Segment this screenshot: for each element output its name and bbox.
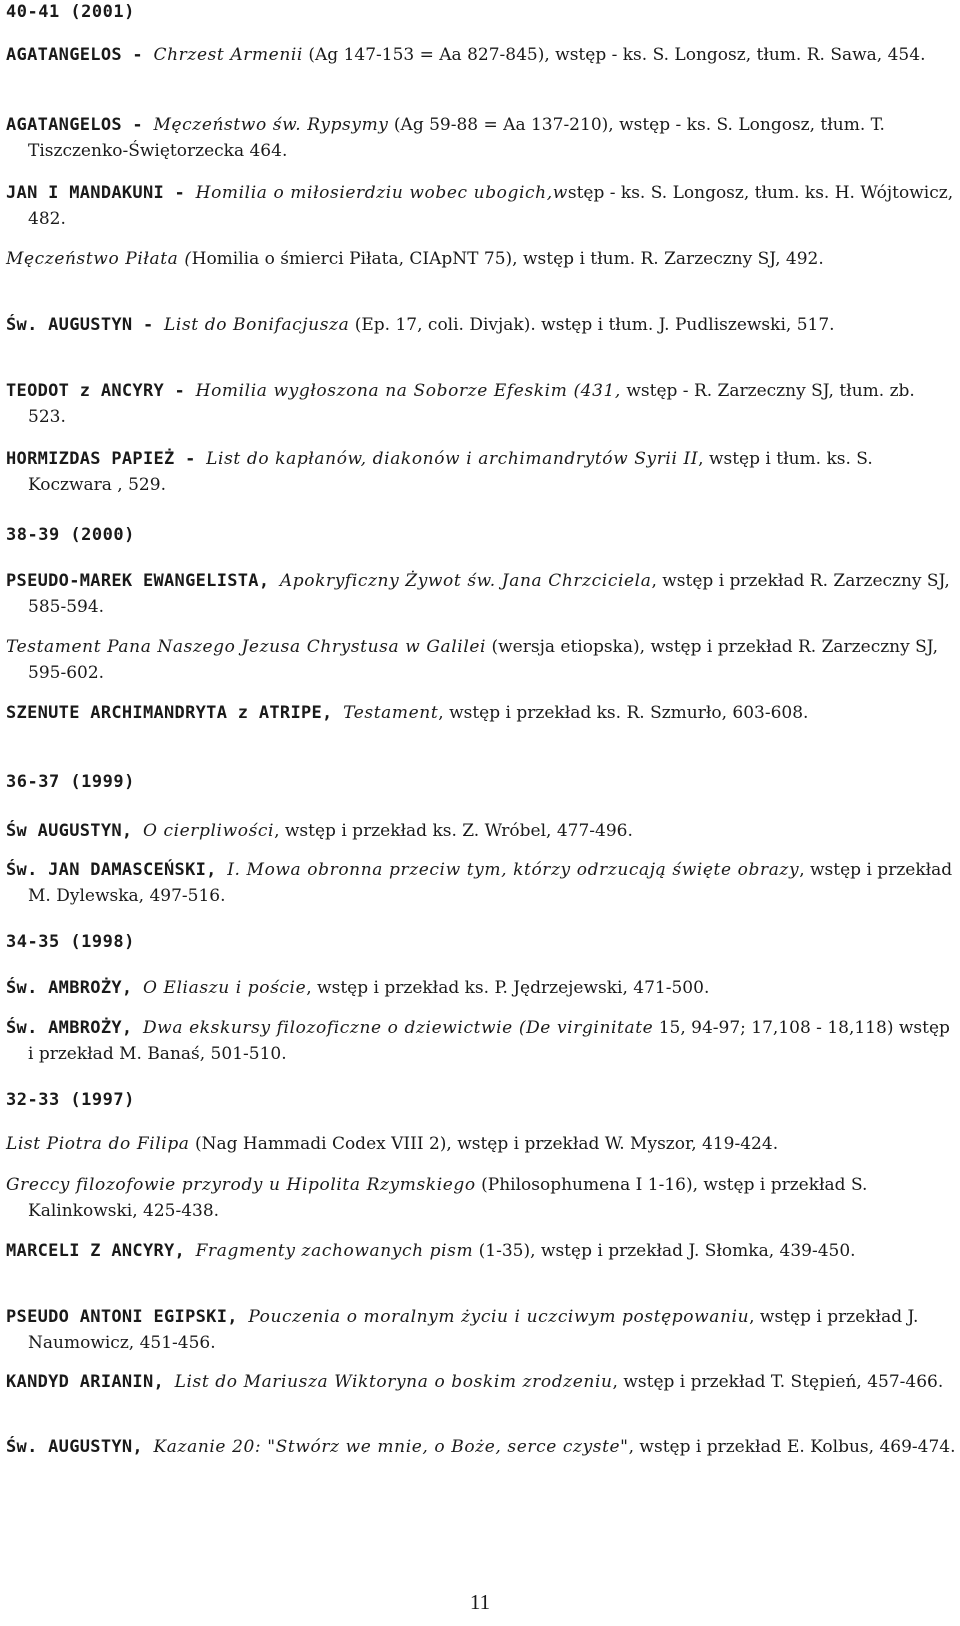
section-heading: 40-41 (2001) [6, 2, 135, 22]
entry-title: Męczeństwo św. Rypsymy [153, 115, 389, 135]
entry-details: , wstęp i przekład ks. P. Jędrzejewski, 471-500. [306, 978, 710, 998]
entry-title: List do Mariusza Wiktoryna o boskim zrodzeniu [174, 1372, 613, 1392]
entry-title: Kazanie 20: "Stwórz we mnie, o Boże, serce czyste" [153, 1437, 629, 1457]
entry-author: Św. AMBROŻY, [6, 1018, 143, 1038]
entry-title: List Piotra do Filipa [6, 1134, 190, 1154]
entry-author: TEODOT z ANCYRY - [6, 381, 196, 401]
entry-title: O Eliaszu i poście [142, 978, 307, 998]
entry-author: AGATANGELOS - [6, 115, 154, 135]
entry-details: , wstęp i przekład J. Naumowicz, 451-456. [28, 1307, 919, 1353]
bibliography-entry [6, 1131, 958, 1157]
entry-title: Chrzest Armenii [153, 45, 303, 65]
bibliography-entry [6, 1015, 958, 1067]
entry-author: MARCELI Z ANCYRY, [6, 1241, 196, 1261]
entry-title: Testament Pana Naszego Jezusa Chrystusa w Galilei [6, 637, 487, 657]
bibliography-entry [6, 1434, 958, 1460]
bibliography-entry [6, 857, 958, 909]
bibliography-entry [6, 246, 958, 272]
bibliography-entry [6, 1304, 958, 1356]
entry-title: Męczeństwo Piłata ( [6, 249, 192, 269]
entry-title: List do kapłanów, diakonów i archimandrytów Syrii II [206, 449, 699, 469]
entry-details: Homilia o śmierci Piłata, CIApNT 75), wstęp i tłum. R. Zarzeczny SJ, 492. [191, 249, 824, 269]
entry-author: JAN I MANDAKUNI - [6, 183, 196, 203]
entry-title: Testament [343, 703, 439, 723]
bibliography-entry [6, 568, 958, 620]
bibliography-entry [6, 1238, 958, 1264]
entry-title: Homilia wygłoszona na Soborze Efeskim (431, [195, 381, 621, 401]
entry-title: Apokryficzny Żywot św. Jana Chrzciciela [279, 571, 652, 591]
entry-author: Św. AUGUSTYN - [6, 315, 165, 335]
entry-title: O cierpliwości [142, 821, 275, 841]
entry-details: , wstęp i przekład T. Stępień, 457-466. [612, 1372, 944, 1392]
entry-details: , wstęp i przekład R. Zarzeczny SJ, 585-594. [28, 571, 950, 617]
entry-title: Homilia o miłosierdziu wobec ubogich,w [195, 183, 568, 203]
section-heading: 36-37 (1999) [6, 772, 135, 792]
entry-details: , wstęp i przekład M. Dylewska, 497-516. [28, 860, 953, 906]
entry-details: (Ag 59-88 = Aa 137-210), wstęp - ks. S. Longosz, tłum. T. Tiszczenko-Świętorzecka 464. [28, 115, 885, 161]
entry-author: Św AUGUSTYN, [6, 821, 143, 841]
entry-title: Greccy filozofowie przyrody u Hipolita Rzymskiego [6, 1175, 476, 1195]
entry-author: PSEUDO-MAREK EWANGELISTA, [6, 571, 280, 591]
bibliography-entry [6, 180, 958, 232]
entry-details: , wstęp i przekład ks. R. Szmurło, 603-608. [438, 703, 809, 723]
entry-details: , wstęp i tłum. ks. S. Koczwara , 529. [28, 449, 873, 495]
section-heading: 38-39 (2000) [6, 525, 135, 545]
entry-author: HORMIZDAS PAPIEŻ - [6, 449, 207, 469]
bibliography-entry [6, 112, 958, 164]
entry-title: Fragmenty zachowanych pism [195, 1241, 474, 1261]
entry-author: Św. AMBROŻY, [6, 978, 143, 998]
entry-author: Św. AUGUSTYN, [6, 1437, 154, 1457]
bibliography-entry [6, 634, 958, 686]
entry-author: AGATANGELOS - [6, 45, 154, 65]
entry-details: , wstęp i przekład ks. Z. Wróbel, 477-496. [274, 821, 633, 841]
bibliography-entry [6, 378, 958, 430]
entry-title: Pouczenia o moralnym życiu i uczciwym postępowaniu [248, 1307, 750, 1327]
entry-details: 15, 94-97; 17,108 - 18,118) wstęp i przekład M. Banaś, 501-510. [28, 1018, 950, 1064]
entry-details: (Ep. 17, coli. Divjak). wstęp i tłum. J. Pudliszewski, 517. [349, 315, 835, 335]
section-heading: 34-35 (1998) [6, 932, 135, 952]
entry-author: SZENUTE ARCHIMANDRYTA z ATRIPE, [6, 703, 344, 723]
section-heading: 32-33 (1997) [6, 1090, 135, 1110]
entry-details: , wstęp i przekład E. Kolbus, 469-474. [628, 1437, 956, 1457]
entry-details: (Ag 147-153 = Aa 827-845), wstęp - ks. S. Longosz, tłum. R. Sawa, 454. [302, 45, 926, 65]
entry-details: (1-35), wstęp i przekład J. Słomka, 439-450. [473, 1241, 856, 1261]
bibliography-entry [6, 700, 958, 726]
entry-author: Św. JAN DAMASCEŃSKI, [6, 860, 228, 880]
entry-author: KANDYD ARIANIN, [6, 1372, 175, 1392]
bibliography-entry [6, 446, 958, 498]
bibliography-entry [6, 818, 958, 844]
entry-details: (Philosophumena I 1-16), wstęp i przekład S. Kalinkowski, 425-438. [28, 1175, 868, 1221]
entry-details: (wersja etiopska), wstęp i przekład R. Zarzeczny SJ, 595-602. [28, 637, 939, 683]
entry-details: stęp - ks. S. Longosz, tłum. ks. H. Wójtowicz, 482. [28, 183, 954, 229]
bibliography-entry [6, 42, 958, 68]
bibliography-entry [6, 975, 958, 1001]
entry-title: I. Mowa obronna przeciw tym, którzy odrzucają święte obrazy [227, 860, 800, 880]
entry-details: wstęp - R. Zarzeczny SJ, tłum. zb. 523. [28, 381, 915, 427]
entry-title: List do Bonifacjusza [164, 315, 350, 335]
bibliography-entry [6, 312, 958, 338]
page-number: 11 [469, 1590, 491, 1614]
entry-details: (Nag Hammadi Codex VIII 2), wstęp i przekład W. Myszor, 419-424. [189, 1134, 779, 1154]
entry-author: PSEUDO ANTONI EGIPSKI, [6, 1307, 249, 1327]
bibliography-entry [6, 1369, 958, 1395]
bibliography-entry [6, 1172, 958, 1224]
entry-title: Dwa ekskursy filozoficzne o dziewictwie (De virginitate [142, 1018, 654, 1038]
